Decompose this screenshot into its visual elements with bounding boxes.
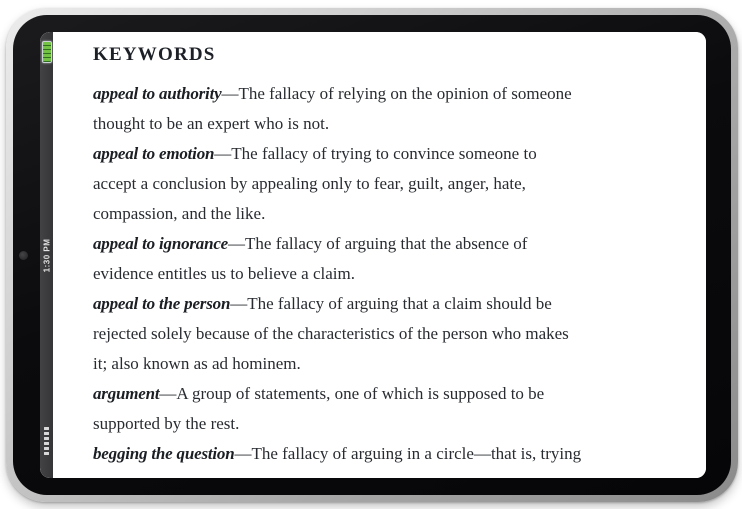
keyword-term: appeal to emotion <box>93 144 215 163</box>
keyword-term: appeal to authority <box>93 84 222 103</box>
definition-text: rejected solely because of the characteristics of the person who makes <box>93 324 569 343</box>
definition-text: thought to be an expert who is not. <box>93 114 330 133</box>
text-line <box>93 139 686 169</box>
keyword-term: appeal to ignorance <box>93 234 229 253</box>
text-line <box>93 349 686 379</box>
camera-icon <box>19 251 28 260</box>
definition-text: evidence entitles us to believe a claim. <box>93 264 355 283</box>
tablet-bezel <box>13 15 731 495</box>
text-line <box>93 229 686 259</box>
speaker-grille-icon <box>40 426 53 456</box>
clock-label: 1:30 PM <box>42 238 52 272</box>
definition-text: it; also known as ad hominem. <box>93 354 301 373</box>
speaker-dash <box>44 447 49 450</box>
definition-text: —The fallacy of arguing that the absence of <box>228 234 528 253</box>
text-line <box>93 289 686 319</box>
text-line <box>93 199 686 229</box>
definition-text: compassion, and the like. <box>93 204 266 223</box>
definition-text: —A group of statements, one of which is supposed to be <box>159 384 545 403</box>
battery-icon <box>42 41 52 63</box>
text-line <box>93 79 686 109</box>
text-line <box>93 439 686 469</box>
text-line <box>93 379 686 409</box>
speaker-dash <box>44 432 49 435</box>
speaker-dash <box>44 442 49 445</box>
text-line <box>93 259 686 289</box>
reader-page[interactable] <box>53 32 706 478</box>
speaker-dash <box>44 427 49 430</box>
definition-text: —The fallacy of trying to convince someone to <box>214 144 537 163</box>
keyword-term: appeal to the person <box>93 294 231 313</box>
text-line <box>93 319 686 349</box>
text-line <box>93 409 686 439</box>
page-heading: KEYWORDS <box>93 44 216 65</box>
definition-text: supported by the rest. <box>93 414 240 433</box>
speaker-dash <box>44 452 49 455</box>
speaker-dash <box>44 437 49 440</box>
keyword-term: begging the question <box>93 444 235 463</box>
definition-text: —The fallacy of arguing that a claim should be <box>230 294 552 313</box>
text-line <box>93 169 686 199</box>
definition-text: —The fallacy of arguing in a circle—that is, trying <box>234 444 582 463</box>
definition-text: —The fallacy of relying on the opinion of someone <box>221 84 572 103</box>
definition-text: accept a conclusion by appealing only to fear, guilt, anger, hate, <box>93 174 526 193</box>
status-strip <box>40 32 53 478</box>
keyword-list <box>93 79 686 469</box>
keyword-term: argument <box>93 384 160 403</box>
text-line <box>93 109 686 139</box>
tablet-device <box>6 8 738 502</box>
ereader-screen[interactable] <box>40 32 706 478</box>
